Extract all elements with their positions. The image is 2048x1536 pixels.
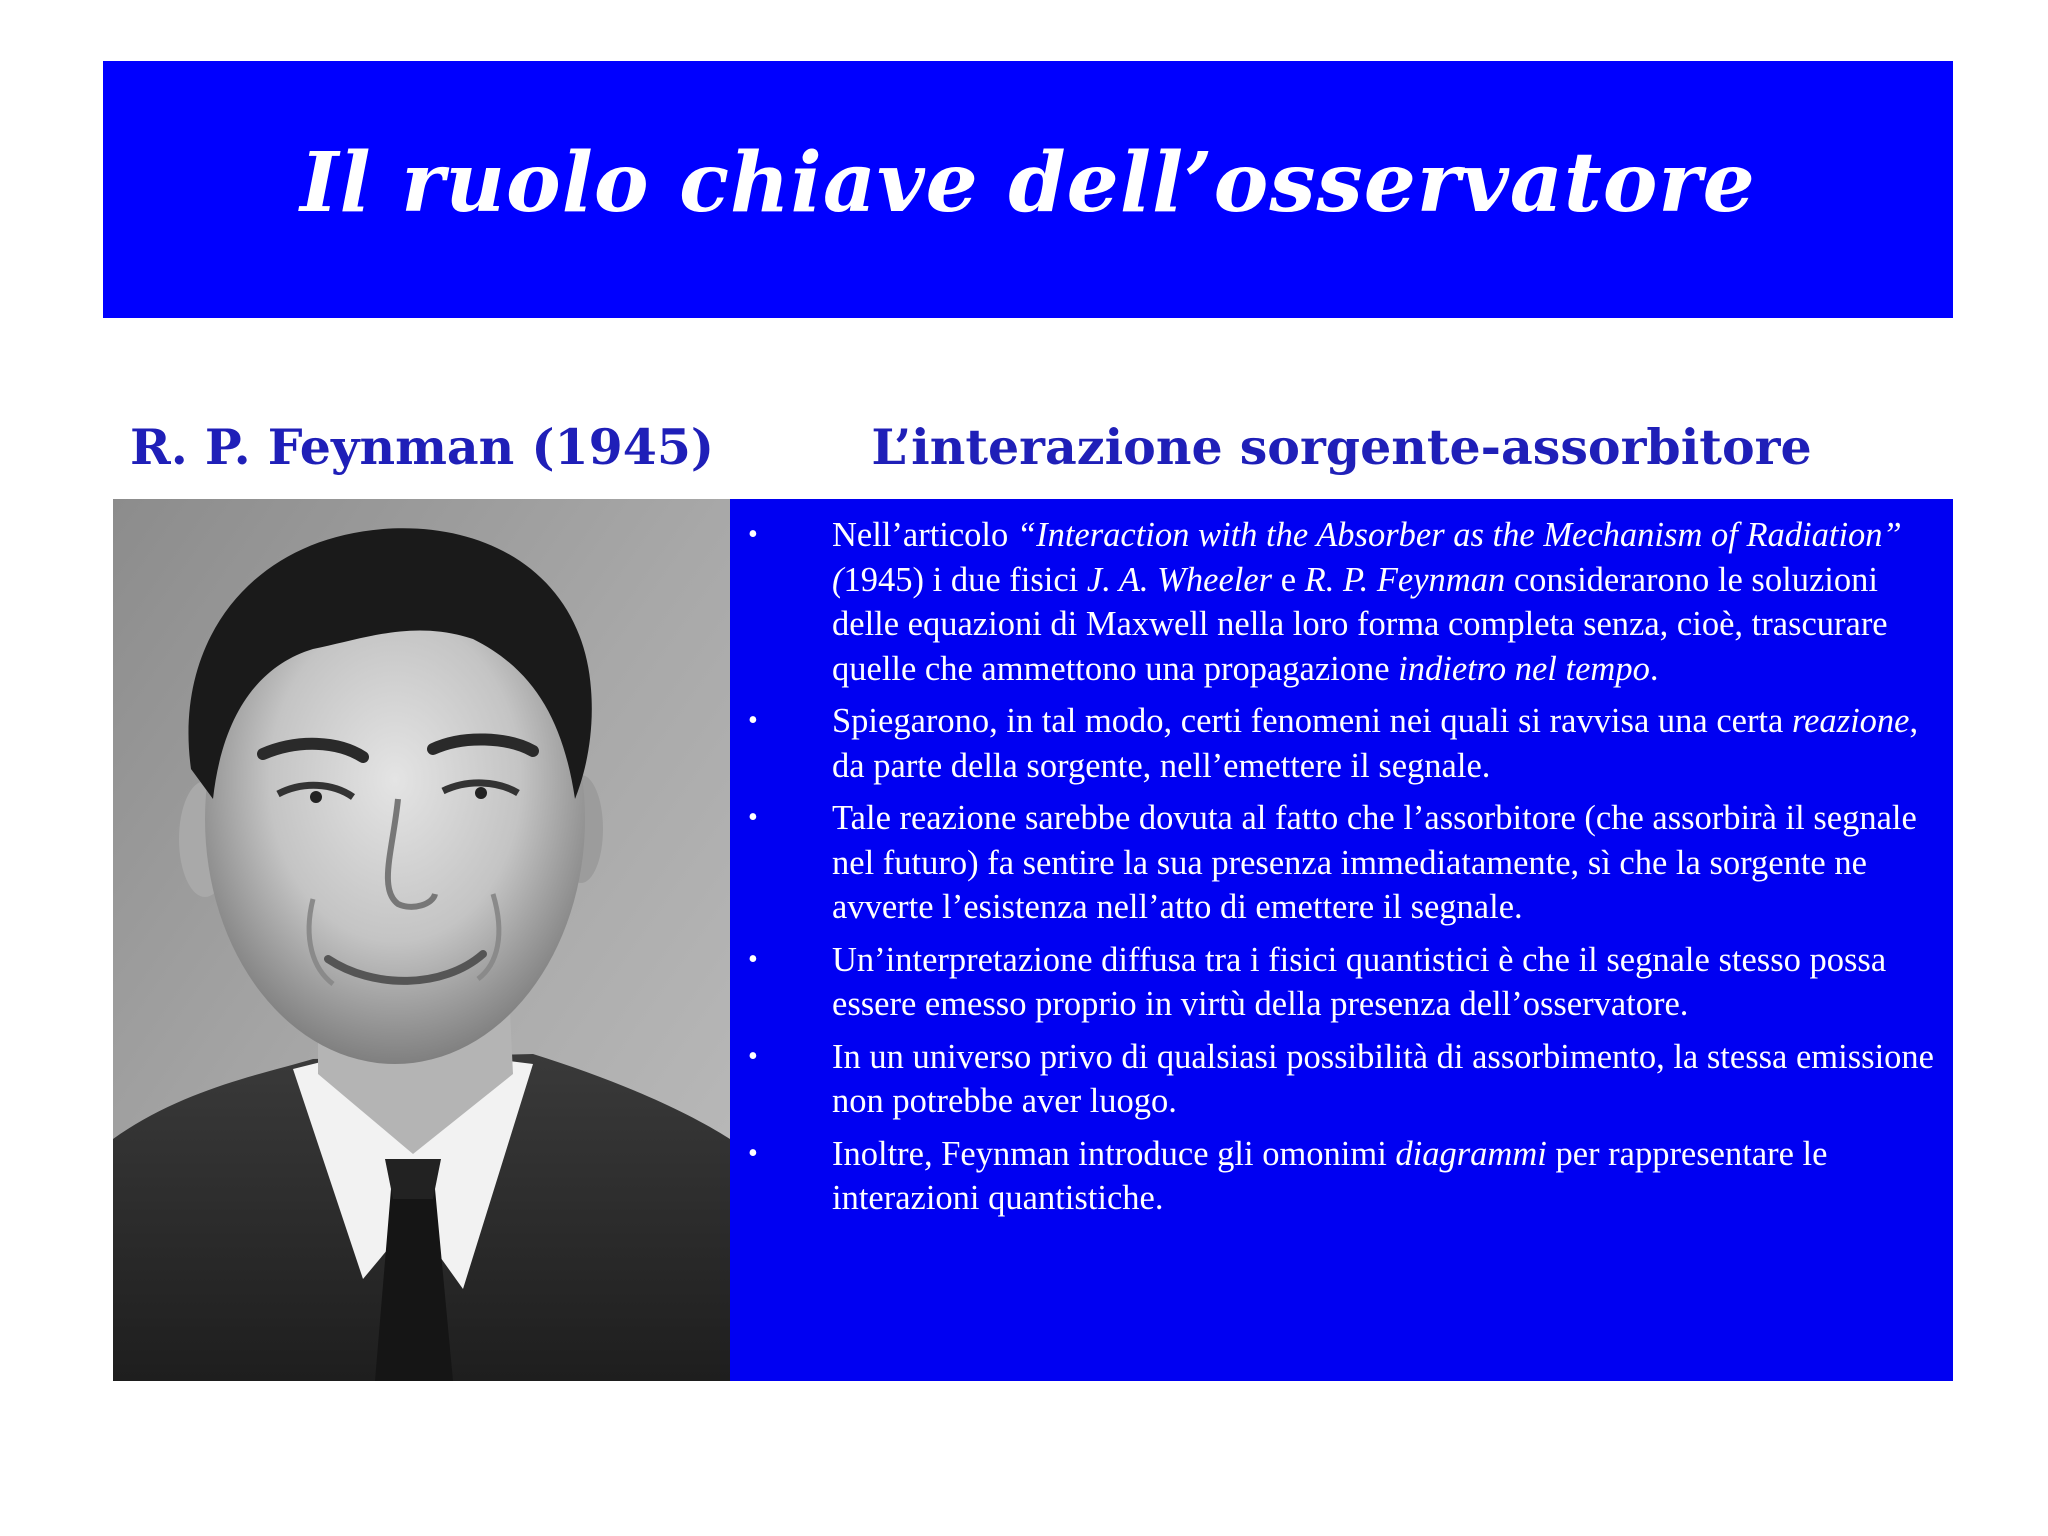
bullet-icon: • [748, 802, 758, 833]
text-panel [730, 499, 1953, 1381]
list-item: • In un universo privo di qualsiasi possibilità di assorbimento, la stessa emissione non potrebbe aver luogo. [740, 1035, 1935, 1124]
list-item: • Spiegarono, in tal modo, certi fenomeni nei quali si ravvisa una certa reazione, da parte della sorgente, nell’emettere il segnale. [740, 699, 1935, 788]
bullet-list [740, 513, 1935, 1221]
feynman-portrait [113, 499, 730, 1381]
bullet-icon: • [748, 705, 758, 736]
list-item: • Inoltre, Feynman introduce gli omonimi diagrammi per rappresentare le interazioni quantistiche. [740, 1132, 1935, 1221]
portrait-photo-icon [113, 499, 730, 1381]
list-item: • Nell’articolo “Interaction with the Absorber as the Mechanism of Radiation” (1945) i due fisici J. A. Wheeler e R. P. Feynman considerarono le soluzioni delle equazioni di Maxwell nella loro forma completa senza, cioè, trascurare quelle che ammettono una propagazione indietro nel tempo. [740, 513, 1935, 691]
section-heading: L’interazione sorgente-assorbitore [871, 418, 1812, 476]
title-banner [103, 61, 1953, 318]
slide-title: Il ruolo chiave dell’osservatore [300, 134, 1756, 231]
bullet-icon: • [748, 1040, 758, 1072]
list-item: • Tale reazione sarebbe dovuta al fatto che l’assorbitore (che assorbirà il segnale nel futuro) fa sentire la sua presenza immediatamente, sì che la sorgente ne avverte l’esistenza nell’atto di emettere il segnale. [740, 796, 1935, 930]
bullet-icon: • [748, 1137, 758, 1169]
portrait-heading: R. P. Feynman (1945) [130, 418, 715, 476]
list-item: • Un’interpretazione diffusa tra i fisici quantistici è che il segnale stesso possa essere emesso proprio in virtù della presenza dell’osservatore. [740, 938, 1935, 1027]
bullet-icon: • [748, 943, 758, 975]
bullet-icon: • [748, 519, 758, 550]
